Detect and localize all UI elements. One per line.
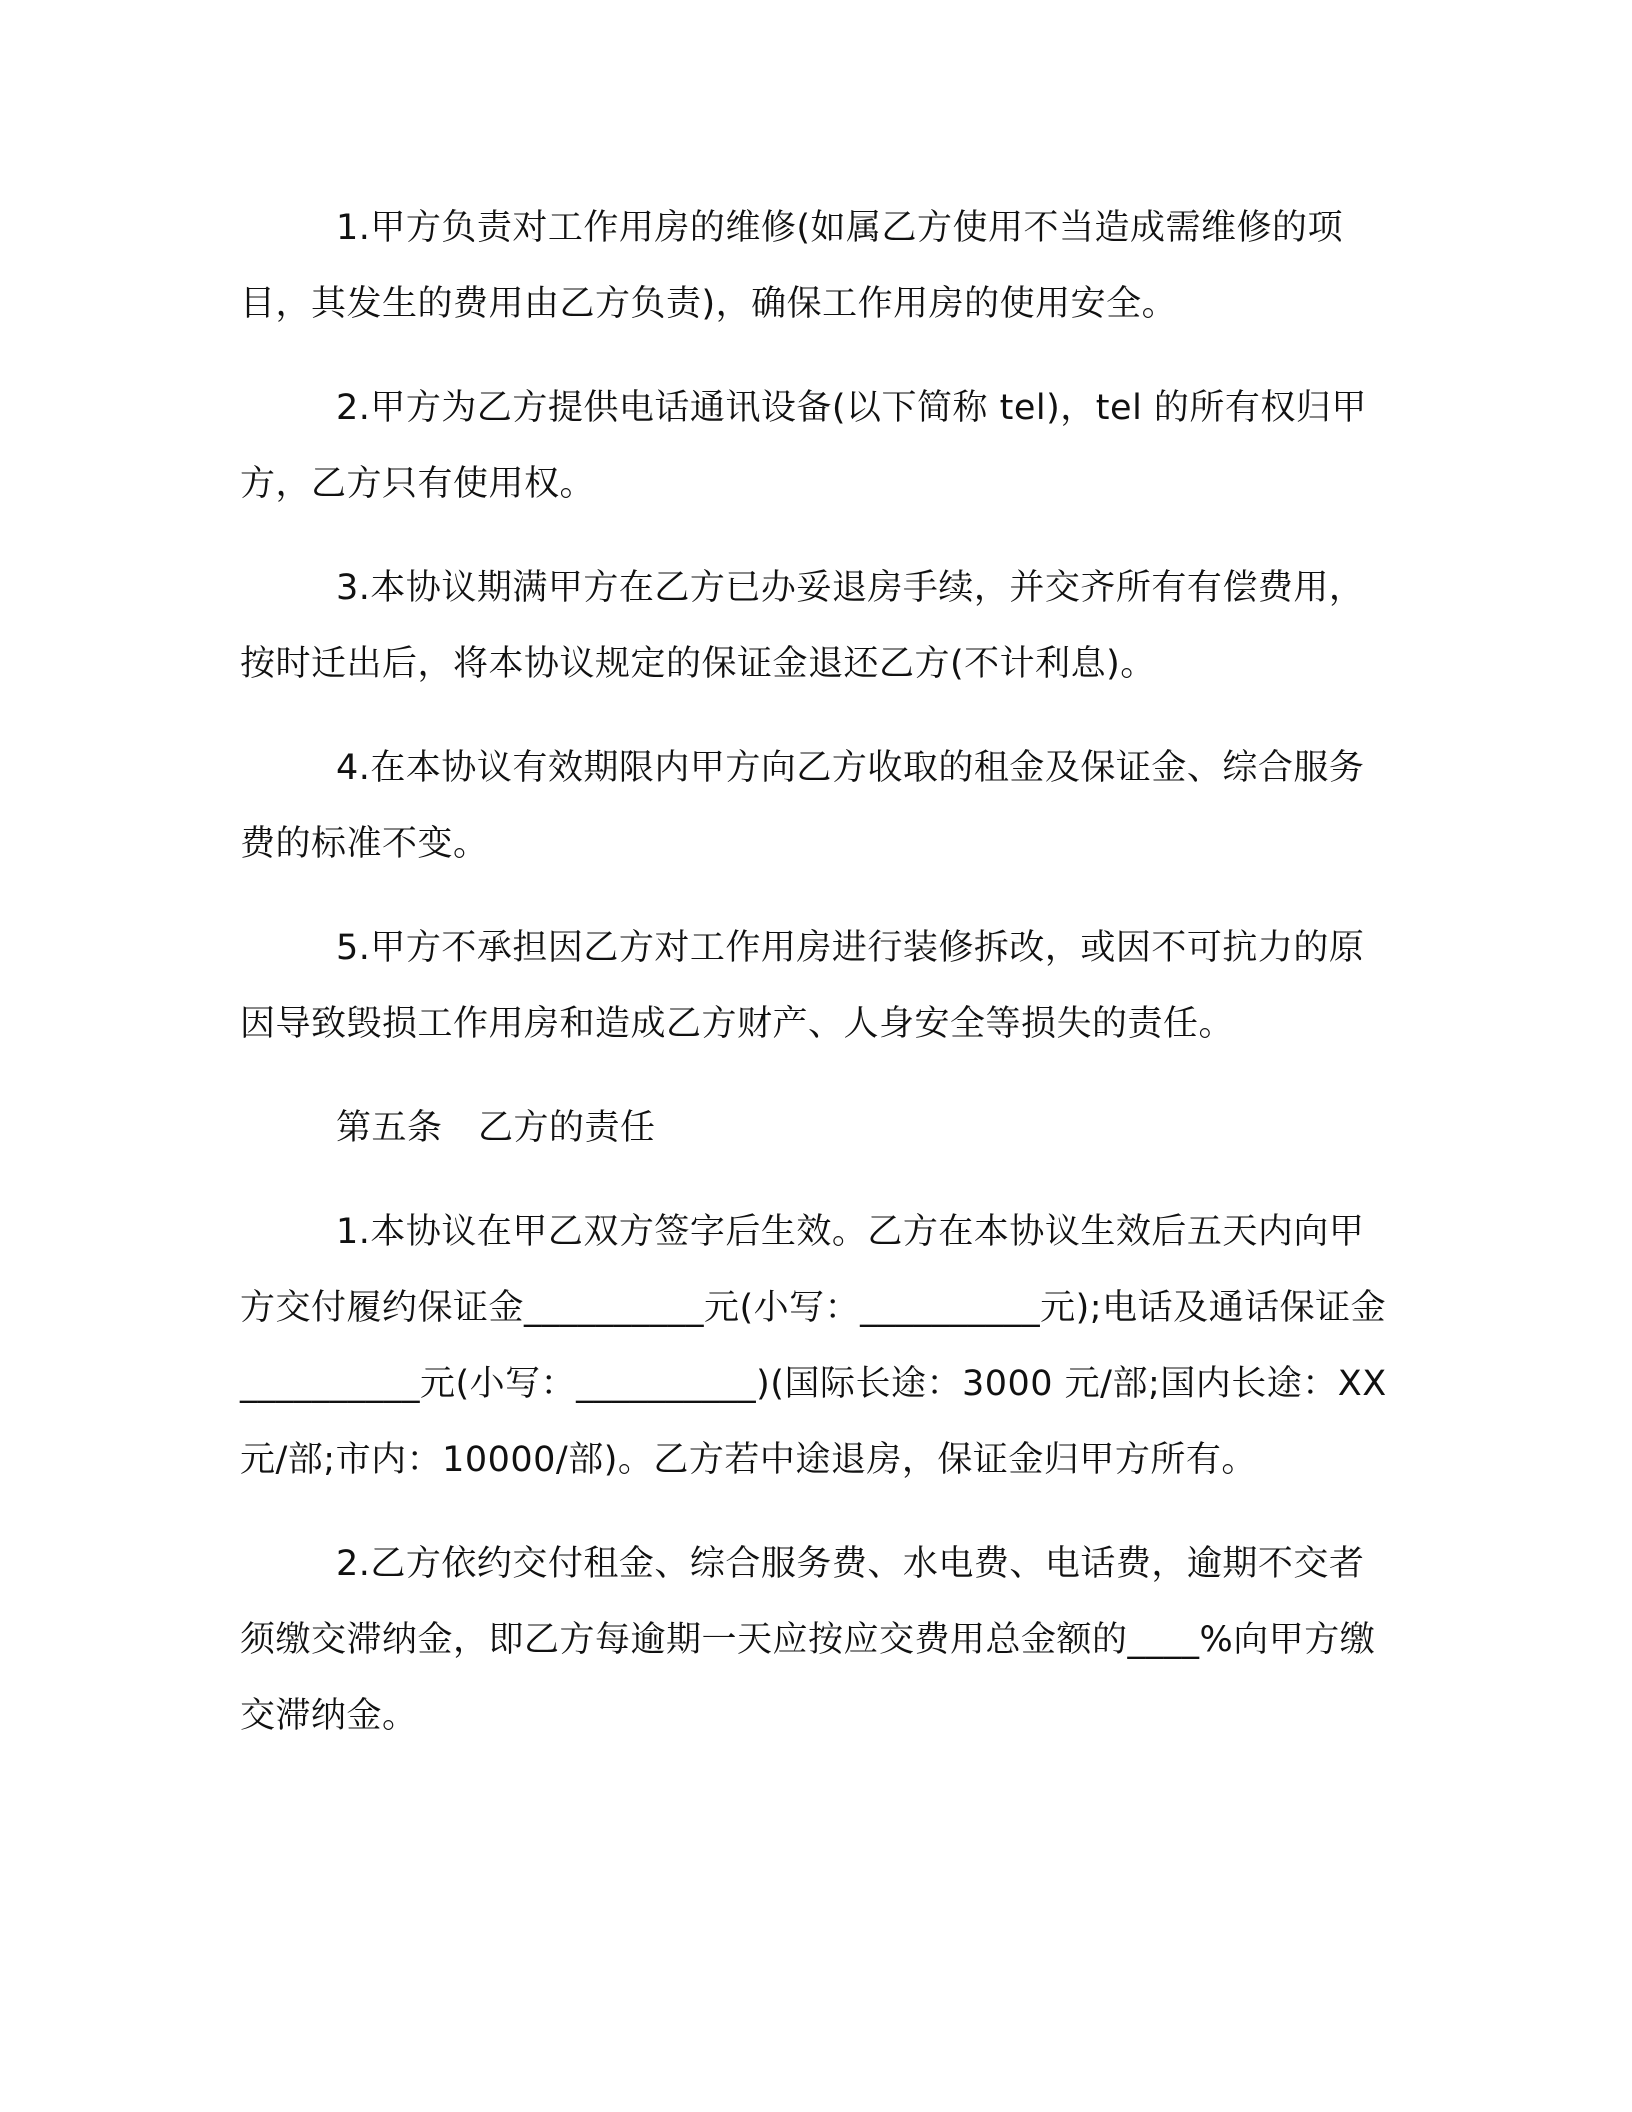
section-heading: 第五条 乙方的责任: [336, 1108, 656, 1148]
clause-paragraph-3: 3.本协议期满甲方在乙方已办妥退房手续，并交齐所有有偿费用，按时迁出后，将本协议规定的保证金退还乙方(不计利息)。: [240, 568, 1365, 684]
clause-paragraph-4: 4.在本协议有效期限内甲方向乙方收取的租金及保证金、综合服务费的标准不变。: [240, 748, 1365, 864]
party-b-clause-2: 2.乙方依约交付租金、综合服务费、水电费、电话费，逾期不交者须缴交滞纳金，即乙方每逾期一天应按应交费用总金额的____%向甲方缴交滞纳金。: [240, 1544, 1376, 1736]
clause-paragraph-2: 2.甲方为乙方提供电话通讯设备(以下简称 tel)，tel 的所有权归甲方，乙方只有使用权。: [240, 388, 1367, 504]
clause-paragraph-5: 5.甲方不承担因乙方对工作用房进行装修拆改，或因不可抗力的原因导致毁损工作用房和造成乙方财产、人身安全等损失的责任。: [240, 928, 1365, 1044]
party-b-clause-1: 1.本协议在甲乙双方签字后生效。乙方在本协议生效后五天内向甲方交付履约保证金__________元(小写：__________元);电话及通话保证金__________元(小写：__________)(国际长途：3000 元/部;国内长途：XX 元/部;市内：10000/部)。乙方若中途退房，保证金归甲方所有。: [240, 1212, 1387, 1480]
clause-paragraph-1: 1.甲方负责对工作用房的维修(如属乙方使用不当造成需维修的项目，其发生的费用由乙方负责)，确保工作用房的使用安全。: [240, 208, 1344, 324]
document-body: [240, 190, 1390, 1782]
